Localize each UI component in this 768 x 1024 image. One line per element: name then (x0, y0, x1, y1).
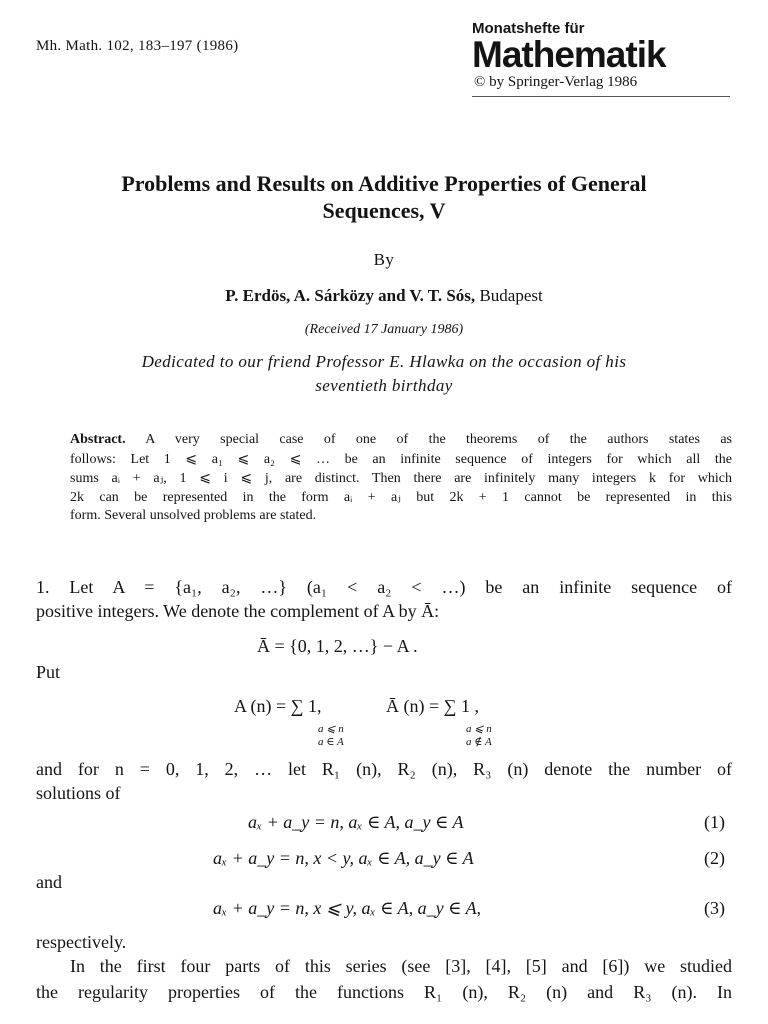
abstract-line1 (70, 432, 732, 448)
body-para3-line2: the regularity properties of the functions R₁ (n), R₂ (n) and R₃ (n). In (36, 982, 732, 1002)
equation-2: aₓ + a_y = n, x < y, aₓ ∈ A, a_y ∈ A (213, 848, 474, 868)
abstract-line3: sums aᵢ + aⱼ, 1 ⩽ i ⩽ j, are distinct. Then there are infinitely many integers k for which (70, 471, 732, 486)
equation-3-number: (3) (704, 898, 725, 918)
equation-complement: Ā = {0, 1, 2, …} − A . (257, 636, 418, 656)
paper-title-line2: Sequences, V (322, 198, 446, 223)
counting-right-sub2: a ∉ A (466, 736, 492, 748)
publisher-copyright: © by Springer-Verlag 1986 (474, 74, 638, 90)
counting-left-sub1: a ⩽ n (318, 723, 344, 735)
dedication-line1: Dedicated to our friend Professor E. Hlawka on the occasion of his (141, 352, 627, 371)
equation-counting-right: Ā (n) = ∑ 1 , (386, 696, 479, 716)
equation-2-number: (2) (704, 848, 725, 868)
equation-1: aₓ + a_y = n, aₓ ∈ A, a_y ∈ A (248, 812, 464, 832)
body-para2-line2: solutions of (36, 783, 121, 803)
put-label: Put (36, 662, 61, 682)
author-names: P. Erdös, A. Sárközy and V. T. Sós, (225, 286, 476, 305)
equation-1-number: (1) (704, 812, 725, 832)
counting-left-sub2: a ∈ A (318, 736, 344, 748)
abstract-line4: 2k can be represented in the form aᵢ + aⱼ but 2k + 1 cannot be represented in this (70, 490, 732, 505)
journal-prefix: Monatshefte für (472, 20, 585, 37)
abstract-text1: A very special case of one of the theorems of the authors states as (125, 432, 732, 447)
body-para1-line1: 1. Let A = {a₁, a₂, …} (a₁ < a₂ < …) be an infinite sequence of (36, 577, 732, 597)
dedication-line2: seventieth birthday (315, 376, 453, 395)
abstract-line5: form. Several unsolved problems are stated. (70, 508, 317, 523)
journal-name: Mathematik (472, 34, 666, 75)
respectively-label: respectively. (36, 932, 127, 952)
paper-title-line1: Problems and Results on Additive Properties of General (121, 171, 647, 196)
and-label: and (36, 872, 62, 892)
authors (0, 286, 768, 306)
equation-3: aₓ + a_y = n, x ⩽ y, aₓ ∈ A, a_y ∈ A, (213, 898, 482, 918)
body-para1-line2: positive integers. We denote the complement of A by Ā: (36, 601, 440, 621)
author-place: Budapest (475, 286, 543, 305)
abstract-label: Abstract. (70, 432, 126, 447)
by-label: By (373, 250, 395, 269)
received-date: (Received 17 January 1986) (304, 322, 464, 337)
abstract-line2: follows: Let 1 ⩽ a₁ ⩽ a₂ ⩽ … be an infinite sequence of integers for which all the (70, 452, 732, 467)
masthead-rule (472, 96, 730, 97)
body-para3-line1: In the first four parts of this series (see [3], [4], [5] and [6]) we studied (70, 956, 732, 976)
equation-counting-left: A (n) = ∑ 1, (234, 696, 322, 716)
body-para2-line1: and for n = 0, 1, 2, … let R₁ (n), R₂ (n), R₃ (n) denote the number of (36, 759, 732, 779)
journal-citation: Mh. Math. 102, 183–197 (1986) (36, 38, 239, 54)
counting-right-sub1: a ⩽ n (466, 723, 492, 735)
